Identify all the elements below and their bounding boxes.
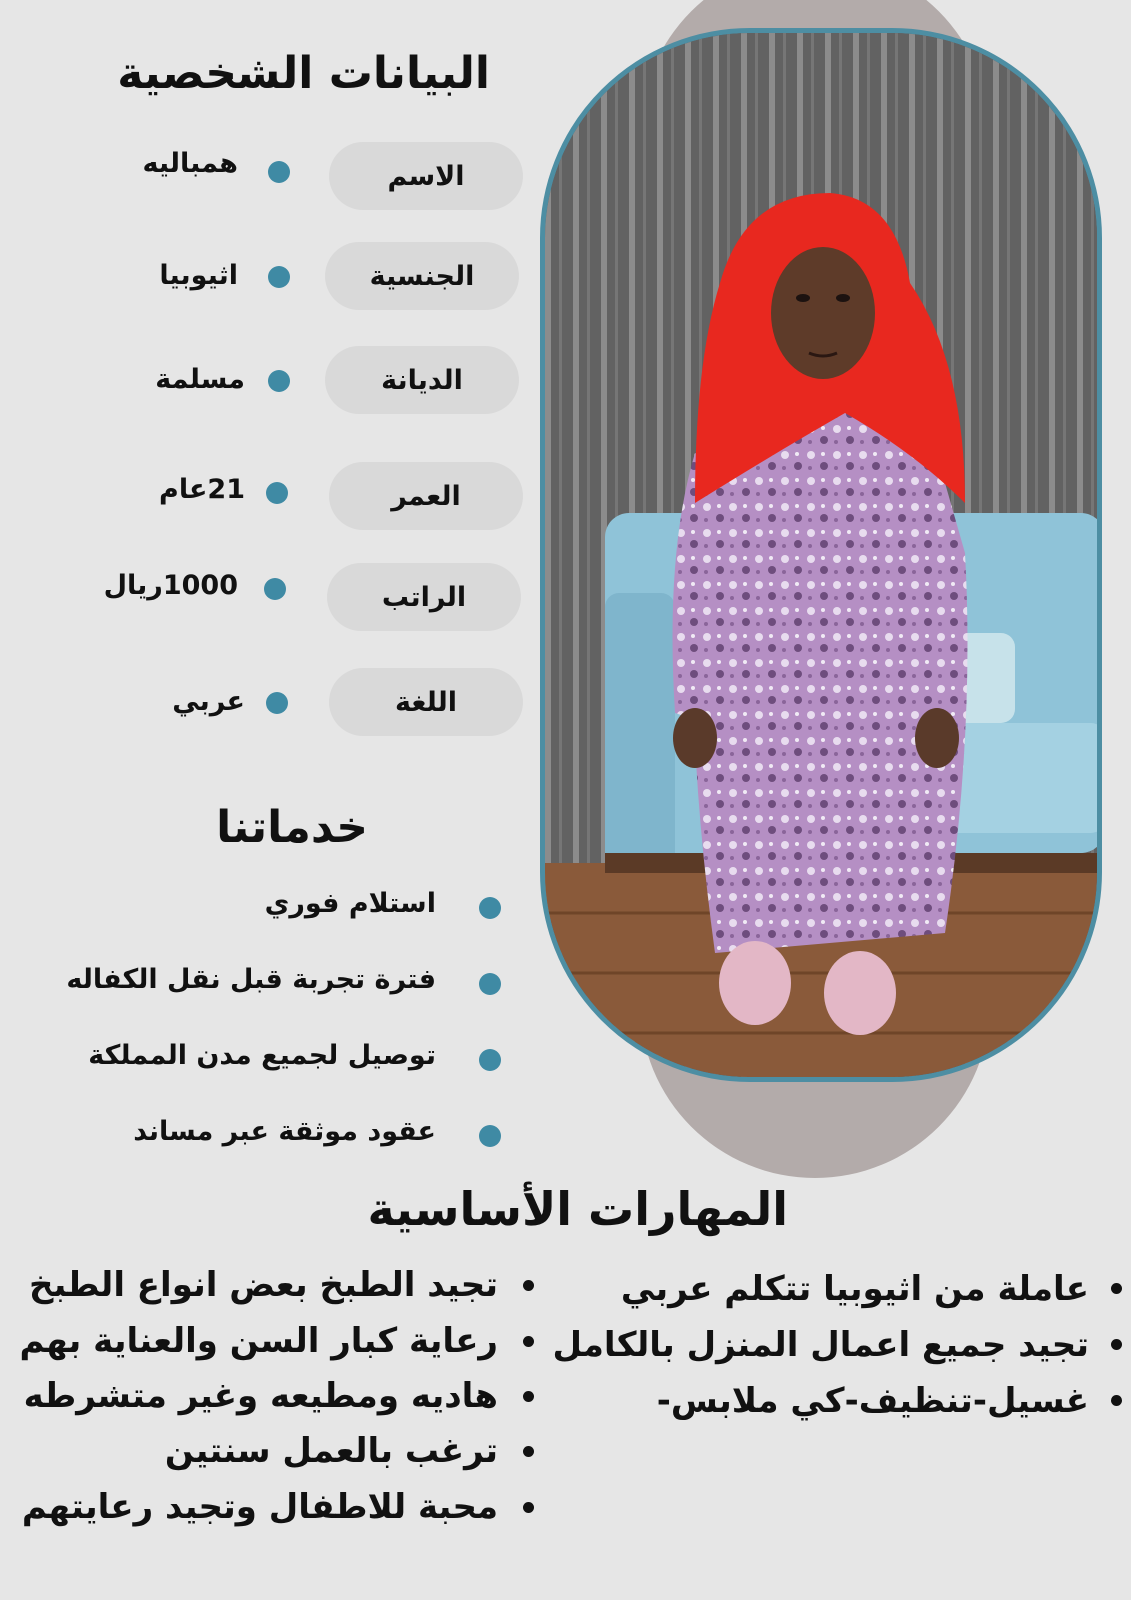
field-dot: [268, 266, 290, 288]
person-photo-icon: [545, 33, 1097, 1077]
service-item: توصيل لجميع مدن المملكة: [88, 1040, 436, 1071]
skill-item: هاديه ومطيعه وغير متشرطه: [23, 1376, 498, 1416]
field-dot: [266, 482, 288, 504]
field-value-language: عربي: [172, 686, 245, 717]
skill-item: عاملة من اثيوبيا تتكلم عربي: [620, 1269, 1089, 1309]
field-label-nationality: الجنسية: [325, 242, 519, 310]
field-label-religion: الديانة: [325, 346, 519, 414]
field-value-nationality: اثيوبيا: [159, 260, 238, 291]
field-value-age: 21عام: [159, 474, 245, 505]
skill-bullet: [523, 1391, 534, 1402]
service-item: استلام فوري: [264, 888, 436, 919]
field-dot: [268, 161, 290, 183]
skills-title: المهارات الأساسية: [367, 1182, 788, 1236]
skill-bullet: [523, 1280, 534, 1291]
skill-item: رعاية كبار السن والعناية بهم: [19, 1321, 498, 1361]
skill-item: ترغب بالعمل سنتين: [164, 1431, 498, 1471]
personal-data-title: البيانات الشخصية: [117, 48, 490, 99]
service-dot: [479, 897, 501, 919]
field-dot: [264, 578, 286, 600]
field-value-salary: 1000ريال: [103, 570, 238, 601]
service-item: عقود موثقة عبر مساند: [133, 1116, 436, 1147]
field-value-religion: مسلمة: [155, 364, 245, 395]
field-dot: [266, 692, 288, 714]
field-label-salary: الراتب: [327, 563, 521, 631]
service-dot: [479, 973, 501, 995]
service-dot: [479, 1125, 501, 1147]
skill-bullet: [1111, 1339, 1122, 1350]
skill-item: غسيل-تنظيف-كي ملابس-: [656, 1381, 1089, 1421]
skill-bullet: [1111, 1283, 1122, 1294]
field-value-name: همباليه: [142, 148, 238, 179]
field-dot: [268, 370, 290, 392]
field-label-name: الاسم: [329, 142, 523, 210]
service-dot: [479, 1049, 501, 1071]
skill-bullet: [1111, 1395, 1122, 1406]
services-title: خدماتنا: [216, 802, 368, 853]
field-label-language: اللغة: [329, 668, 523, 736]
skill-item: تجيد جميع اعمال المنزل بالكامل: [552, 1325, 1089, 1365]
service-item: فترة تجربة قبل نقل الكفاله: [66, 964, 436, 995]
skill-bullet: [523, 1502, 534, 1513]
skill-item: تجيد الطبخ بعض انواع الطبخ: [29, 1265, 498, 1305]
skill-item: محبة للاطفال وتجيد رعايتهم: [21, 1487, 498, 1527]
candidate-photo: [540, 28, 1102, 1082]
skill-bullet: [523, 1336, 534, 1347]
skill-bullet: [523, 1446, 534, 1457]
field-label-age: العمر: [329, 462, 523, 530]
